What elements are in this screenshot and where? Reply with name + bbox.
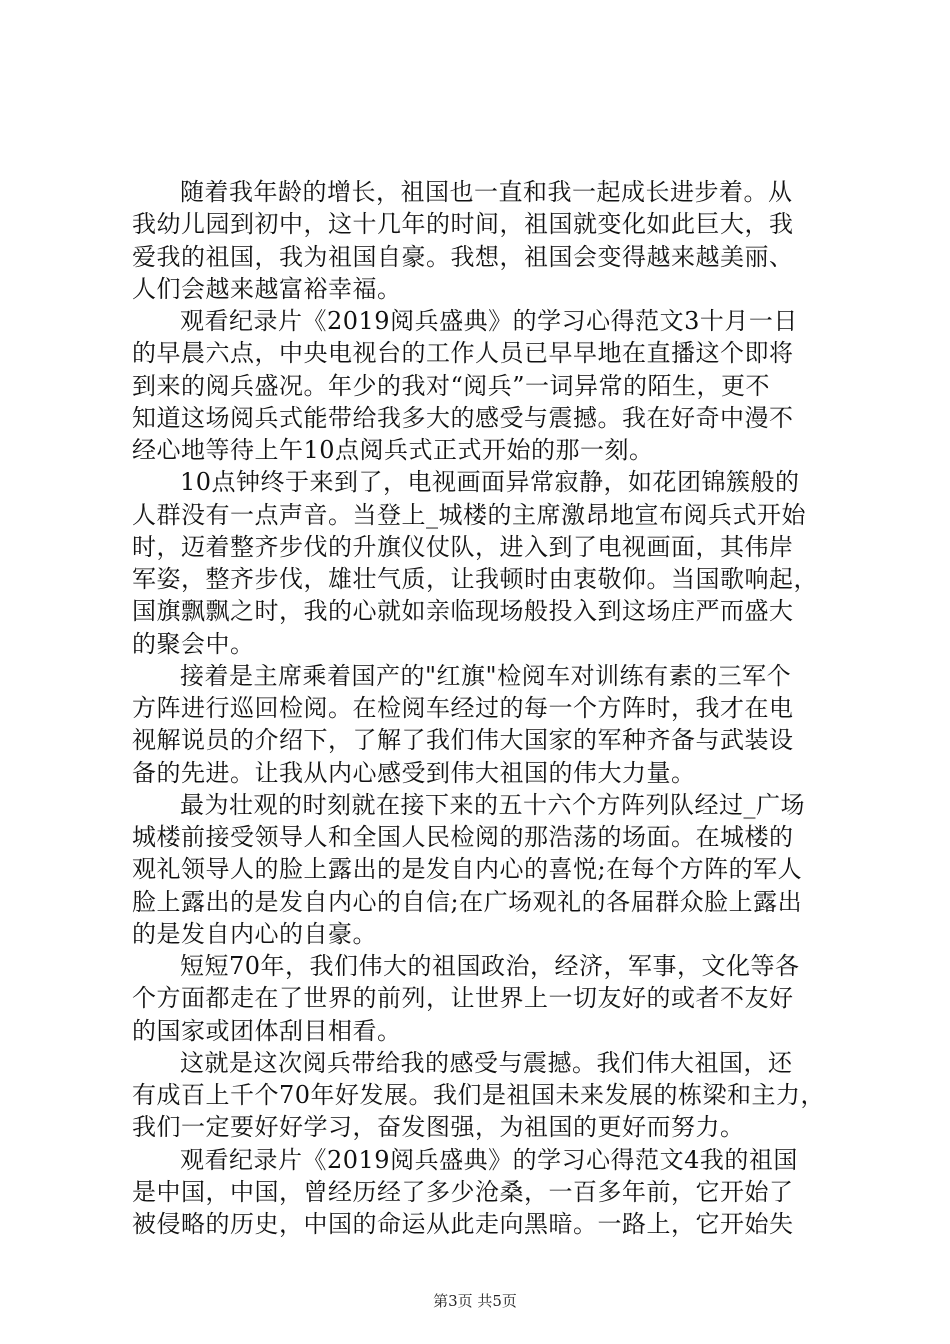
text-line: 观看纪录片《2019阅兵盛典》的学习心得范文3十月一日 xyxy=(180,307,798,335)
text-line: 的国家或团体刮目相看。 xyxy=(132,1016,402,1045)
text-line: 人们会越来越富裕幸福。 xyxy=(132,274,402,303)
text-line: 是中国，中国，曾经历经了多少沧桑，一百多年前，它开始了 xyxy=(132,1177,794,1206)
text-line: 有成百上千个70年好发展。我们是祖国未来发展的栋梁和主力， xyxy=(132,1081,826,1109)
text-line: 观礼领导人的脸上露出的是发自内心的喜悦;在每个方阵的军人 xyxy=(132,855,803,884)
text-line: 爱我的祖国，我为祖国自豪。我想，祖国会变得越来越美丽、 xyxy=(132,242,794,271)
text-line: 城楼前接受领导人和全国人民检阅的那浩荡的场面。在城楼的 xyxy=(132,823,794,851)
text-line: 备的先进。让我从内心感受到伟大祖国的伟大力量。 xyxy=(132,758,696,787)
text-line: 10点钟终于来到了，电视画面异常寂静，如花团锦簇般的 xyxy=(180,468,800,497)
text-line: 经心地等待上午10点阅兵式正式开始的那一刻。 xyxy=(132,436,654,464)
text-line: 这就是这次阅兵带给我的感受与震撼。我们伟大祖国，还 xyxy=(180,1048,793,1077)
text-line: 我幼儿园到初中，这十几年的时间，祖国就变化如此巨大，我 xyxy=(132,210,794,239)
text-line: 我们一定要好好学习，奋发图强，为祖国的更好而努力。 xyxy=(132,1113,745,1142)
text-line: 方阵进行巡回检阅。在检阅车经过的每一个方阵时，我才在电 xyxy=(132,694,794,722)
text-line: 人群没有一点声音。当登上_城楼的主席激昂地宣布阅兵式开始 xyxy=(132,500,806,529)
text-line: 国旗飘飘之时，我的心就如亲临现场般投入到这场庄严而盛大 xyxy=(132,597,794,626)
text-line: 随着我年龄的增长，祖国也一直和我一起成长进步着。从 xyxy=(180,178,793,206)
text-line: 视解说员的介绍下，了解了我们伟大国家的军种齐备与武装设 xyxy=(132,726,794,755)
text-line: 最为壮观的时刻就在接下来的五十六个方阵列队经过_广场 xyxy=(180,790,805,819)
page-footer: 第3页 共5页 xyxy=(433,1292,517,1310)
text-line: 军姿，整齐步伐，雄壮气质，让我顿时由衷敬仰。当国歌响起， xyxy=(132,565,818,593)
text-line: 的聚会中。 xyxy=(132,629,255,658)
text-line: 知道这场阅兵式能带给我多大的感受与震撼。我在好奇中漫不 xyxy=(132,403,794,432)
text-line: 被侵略的历史，中国的命运从此走向黑暗。一路上，它开始失 xyxy=(132,1210,794,1238)
body-text xyxy=(132,176,832,1240)
text-line: 脸上露出的是发自内心的自信;在广场观礼的各届群众脸上露出 xyxy=(132,887,803,916)
text-line: 的早晨六点，中央电视台的工作人员已早早地在直播这个即将 xyxy=(132,339,794,368)
text-line: 的是发自内心的自豪。 xyxy=(132,919,377,948)
text-line: 观看纪录片《2019阅兵盛典》的学习心得范文4我的祖国 xyxy=(180,1145,798,1174)
text-line: 到来的阅兵盛况。年少的我对“阅兵”一词异常的陌生，更不 xyxy=(132,371,771,400)
text-line: 短短70年，我们伟大的祖国政治，经济，军事，文化等各 xyxy=(180,952,800,980)
text-line: 接着是主席乘着国产的"红旗"检阅车对训练有素的三军个 xyxy=(180,661,792,690)
text-line: 时，迈着整齐步伐的升旗仪仗队，进入到了电视画面，其伟岸 xyxy=(132,532,794,561)
text-line: 个方面都走在了世界的前列，让世界上一切友好的或者不友好 xyxy=(132,984,794,1013)
